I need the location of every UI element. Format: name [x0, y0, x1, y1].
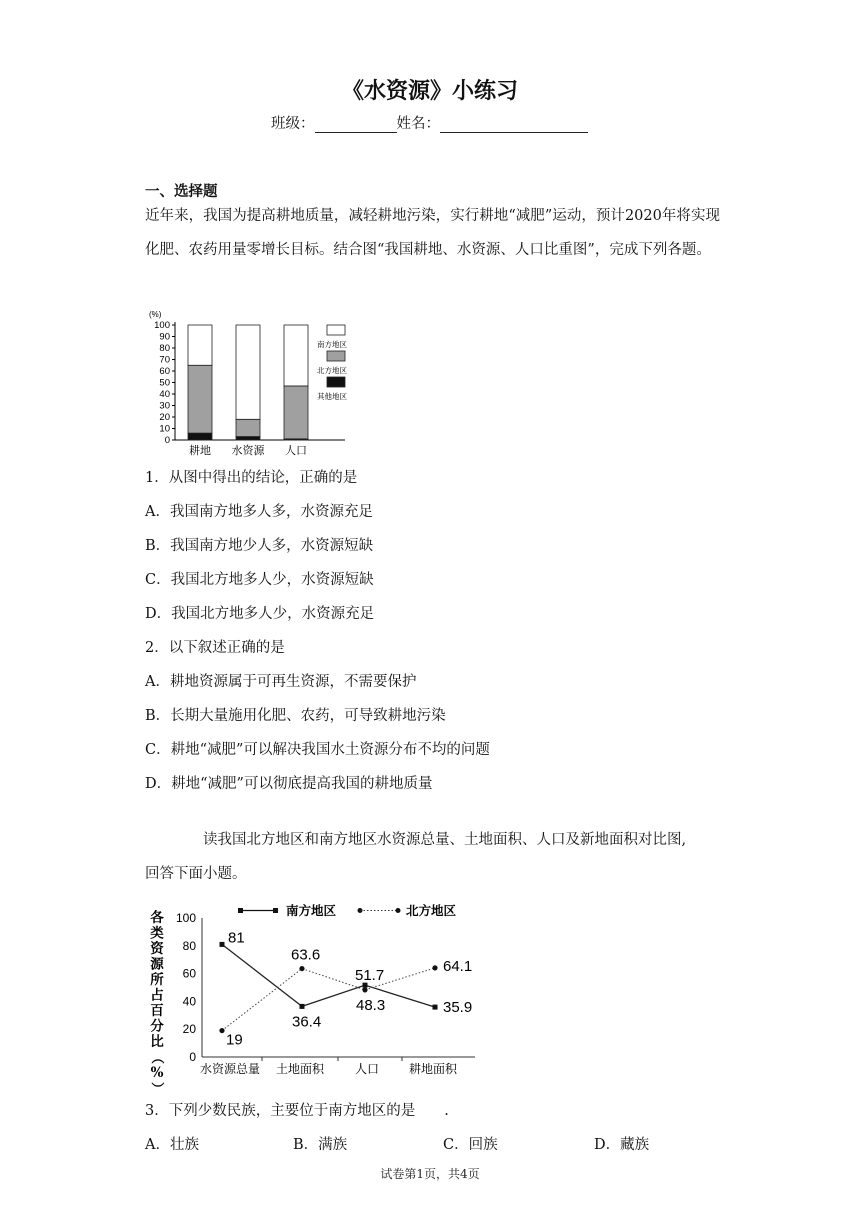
data-point-north [362, 987, 367, 992]
x-tick-label: 耕地 [189, 444, 211, 457]
y-tick-label: 30 [159, 400, 170, 412]
page-title: 《水资源》小练习 [341, 78, 518, 104]
legend-swatch [327, 325, 345, 335]
data-label-north: 63.6 [291, 946, 321, 964]
y-axis-title-char: 百 [150, 1003, 164, 1019]
question-2-stem: 2．以下叙述正确的是 [145, 640, 285, 656]
question-2-option-b[interactable]: B．长期大量施用化肥、农药，可导致耕地污染 [145, 708, 446, 724]
y-tick-label: 60 [159, 366, 170, 377]
bar-segment [284, 386, 308, 439]
y-tick-label: 70 [159, 354, 170, 366]
legend-label: 南方地区 [317, 340, 347, 349]
legend-marker-north [396, 908, 401, 913]
data-point-south [220, 942, 225, 947]
x-tick-label: 土地面积 [275, 1062, 325, 1076]
data-label-south: 81 [228, 929, 245, 947]
y-tick-label: 100 [175, 911, 196, 925]
y-tick-label: 100 [154, 320, 170, 331]
class-blank[interactable] [315, 116, 397, 133]
y-tick-label: 0 [189, 1050, 196, 1064]
data-label-south: 35.9 [443, 999, 473, 1017]
question-1-option-a[interactable]: A．我国南方地多人多，水资源充足 [145, 504, 373, 520]
y-tick-label: 10 [159, 423, 170, 435]
y-axis-title-char: 各 [150, 910, 164, 926]
y-axis-title-char: 占 [150, 987, 164, 1004]
data-point-south [433, 1005, 438, 1010]
y-axis-title-char: ） [149, 1081, 164, 1096]
line-chart [145, 896, 485, 1096]
page-footer: 试卷第1页，共4页 [380, 1167, 480, 1181]
legend-label: 北方地区 [317, 366, 347, 375]
intro-paragraph-1: 近年来，我国为提高耕地质量，减轻耕地污染，实行耕地“减肥”运动，预计2020年将实现化肥、农药用量零增长目标。结合图“我国耕地、水资源、人口比重图”，完成下列各题。 [145, 208, 720, 258]
x-tick-label: 水资源 [231, 444, 265, 457]
y-tick-label: 20 [159, 412, 170, 423]
intro-paragraph-2-line-1: 读我国北方地区和南方地区水资源总量、土地面积、人口及新地面积对比图, [203, 832, 687, 848]
class-name-line [271, 112, 588, 133]
x-tick-label: 人口 [285, 444, 307, 457]
data-label-north: 19 [226, 1031, 243, 1049]
y-axis-title-char: 所 [150, 972, 164, 988]
y-axis-title-char: 比 [150, 1034, 164, 1050]
y-tick-label: 40 [159, 389, 170, 400]
legend-label-north: 北方地区 [406, 903, 457, 918]
class-label: 班级： [271, 116, 315, 132]
y-axis-title-char: 资 [150, 941, 164, 957]
y-axis-title-char: （ [149, 1050, 164, 1065]
y-tick-label: 50 [159, 377, 170, 389]
data-point-north [219, 1028, 224, 1033]
data-label-north: 48.3 [356, 996, 386, 1014]
y-tick-label: 0 [164, 435, 170, 446]
data-label-north: 64.1 [443, 957, 473, 975]
bar-segment [284, 325, 308, 386]
question-2-option-a[interactable]: A．耕地资源属于可再生资源，不需要保护 [145, 674, 417, 690]
bar-segment [188, 433, 212, 440]
y-tick-label: 40 [182, 994, 196, 1009]
question-1-option-c[interactable]: C．我国北方地多人少，水资源短缺 [145, 572, 374, 588]
y-tick-label: 60 [182, 966, 196, 981]
question-3-option-d[interactable]: D．藏族 [594, 1137, 650, 1153]
name-label: 姓名： [396, 116, 440, 132]
data-point-south [300, 1004, 305, 1009]
data-label-south: 51.7 [355, 967, 385, 985]
bar-segment [188, 325, 212, 365]
legend-label: 其他地区 [317, 392, 347, 401]
question-1-stem: 1．从图中得出的结论，正确的是 [145, 470, 358, 486]
series-line-south [222, 944, 435, 1007]
question-3-option-b[interactable]: B．满族 [293, 1137, 348, 1153]
bar-segment [188, 365, 212, 433]
data-point-north [432, 965, 437, 970]
x-tick-label: 水资源总量 [199, 1062, 261, 1076]
y-tick-label: 80 [182, 938, 196, 953]
bar-segment [236, 325, 260, 419]
data-point-north [299, 966, 304, 971]
series-line-north [222, 968, 435, 1031]
y-axis-title-char: 分 [150, 1018, 164, 1035]
legend-label-south: 南方地区 [286, 903, 337, 918]
question-3-option-a[interactable]: A．壮族 [145, 1137, 199, 1153]
y-axis-title-char: 源 [150, 956, 164, 973]
question-2-option-d[interactable]: D．耕地“减肥”可以彻底提高我国的耕地质量 [145, 776, 433, 792]
legend-swatch [327, 377, 345, 387]
question-2-option-c[interactable]: C．耕地“减肥”可以解决我国水土资源分布不均的问题 [145, 742, 490, 758]
y-tick-label: 80 [159, 343, 170, 354]
x-tick-label: 人口 [354, 1062, 380, 1076]
question-3-option-c[interactable]: C．回族 [443, 1137, 498, 1153]
y-unit-label: (%) [149, 310, 162, 319]
bar-segment [236, 437, 260, 440]
question-1-option-b[interactable]: B．我国南方地少人多，水资源短缺 [145, 538, 374, 554]
section-heading: 一、选择题 [145, 183, 218, 200]
x-tick-label: 耕地面积 [408, 1062, 458, 1076]
name-blank[interactable] [440, 116, 588, 133]
bar-segment [236, 419, 260, 436]
legend-marker-south [273, 908, 278, 913]
question-1-option-d[interactable]: D．我国北方地多人少，水资源充足 [145, 606, 375, 622]
y-tick-label: 90 [159, 331, 170, 343]
data-label-south: 36.4 [292, 1013, 322, 1031]
question-3-stem: 3．下列少数民族，主要位于南方地区的是 . [145, 1103, 449, 1119]
y-axis-title-char: % [150, 1065, 164, 1081]
y-axis-title-char: 类 [150, 925, 164, 942]
stacked-bar-chart [145, 308, 365, 460]
intro-paragraph-2-line-2: 回答下面小题。 [145, 866, 247, 882]
y-tick-label: 20 [182, 1022, 196, 1037]
legend-swatch [327, 351, 345, 361]
